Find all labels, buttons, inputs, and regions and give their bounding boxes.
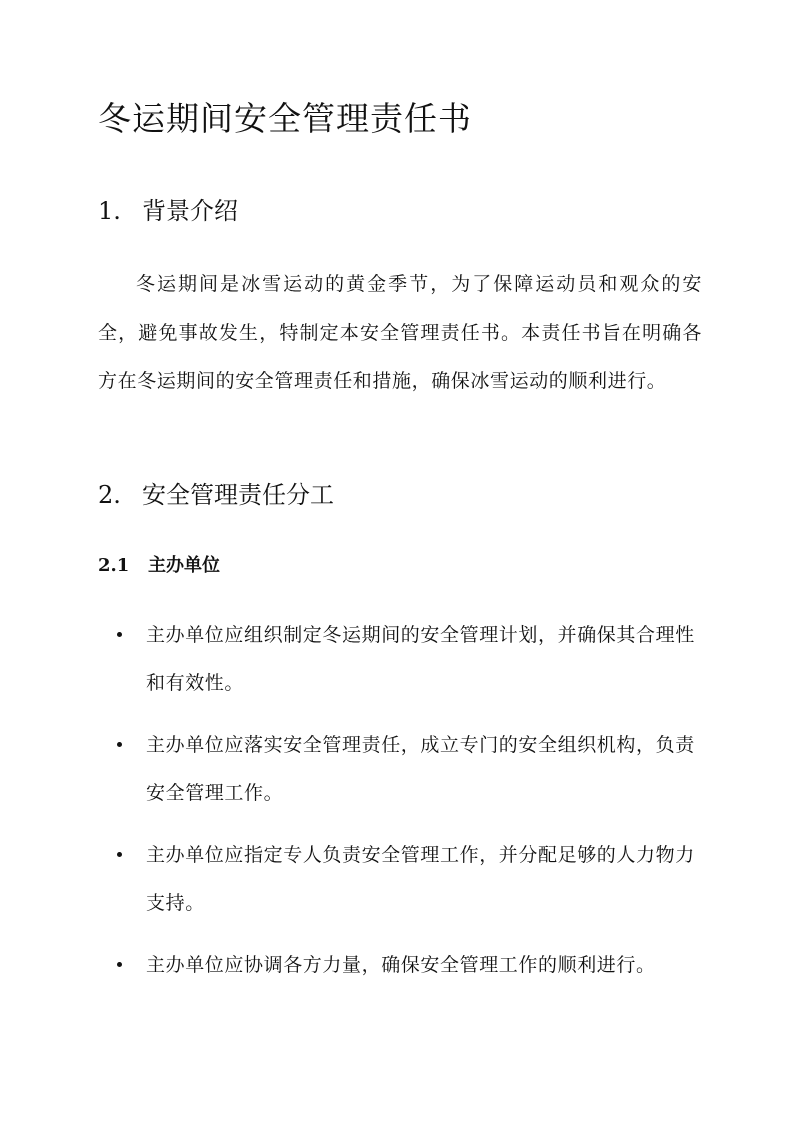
- document-title: 冬运期间安全管理责任书: [98, 99, 472, 138]
- organizer-duties-list: [110, 612, 700, 1005]
- bullet-icon: [117, 852, 122, 857]
- list-item: [110, 612, 700, 707]
- list-item-text: 主办单位应协调各方力量，确保安全管理工作的顺利进行。: [146, 954, 656, 976]
- section-number: 1.: [98, 197, 121, 225]
- bullet-icon: [117, 742, 122, 747]
- bullet-icon: [117, 962, 122, 967]
- list-item-text: 主办单位应组织制定冬运期间的安全管理计划，并确保其合理性和有效性。: [146, 624, 695, 694]
- section-number: 2.: [98, 481, 121, 509]
- subsection-heading-organizer: [98, 552, 220, 580]
- list-item: [110, 832, 700, 927]
- list-item-text: 主办单位应指定专人负责安全管理工作，并分配足够的人力物力支持。: [146, 844, 695, 914]
- subsection-number: 2.1: [98, 555, 130, 576]
- list-item-text: 主办单位应落实安全管理责任，成立专门的安全组织机构，负责安全管理工作。: [146, 734, 695, 804]
- bullet-icon: [117, 632, 122, 637]
- section-heading-background: [98, 193, 238, 229]
- background-paragraph: 冬运期间是冰雪运动的黄金季节，为了保障运动员和观众的安全，避免事故发生，特制定本安全管理责任书。本责任书旨在明确各方在冬运期间的安全管理责任和措施，确保冰雪运动的顺利进行。: [98, 273, 702, 392]
- section-title: 背景介绍: [142, 197, 238, 225]
- list-item: [110, 722, 700, 817]
- section-heading-responsibility: [98, 477, 334, 513]
- subsection-title: 主办单位: [148, 555, 220, 576]
- section-title: 安全管理责任分工: [142, 481, 334, 509]
- list-item: [110, 942, 700, 990]
